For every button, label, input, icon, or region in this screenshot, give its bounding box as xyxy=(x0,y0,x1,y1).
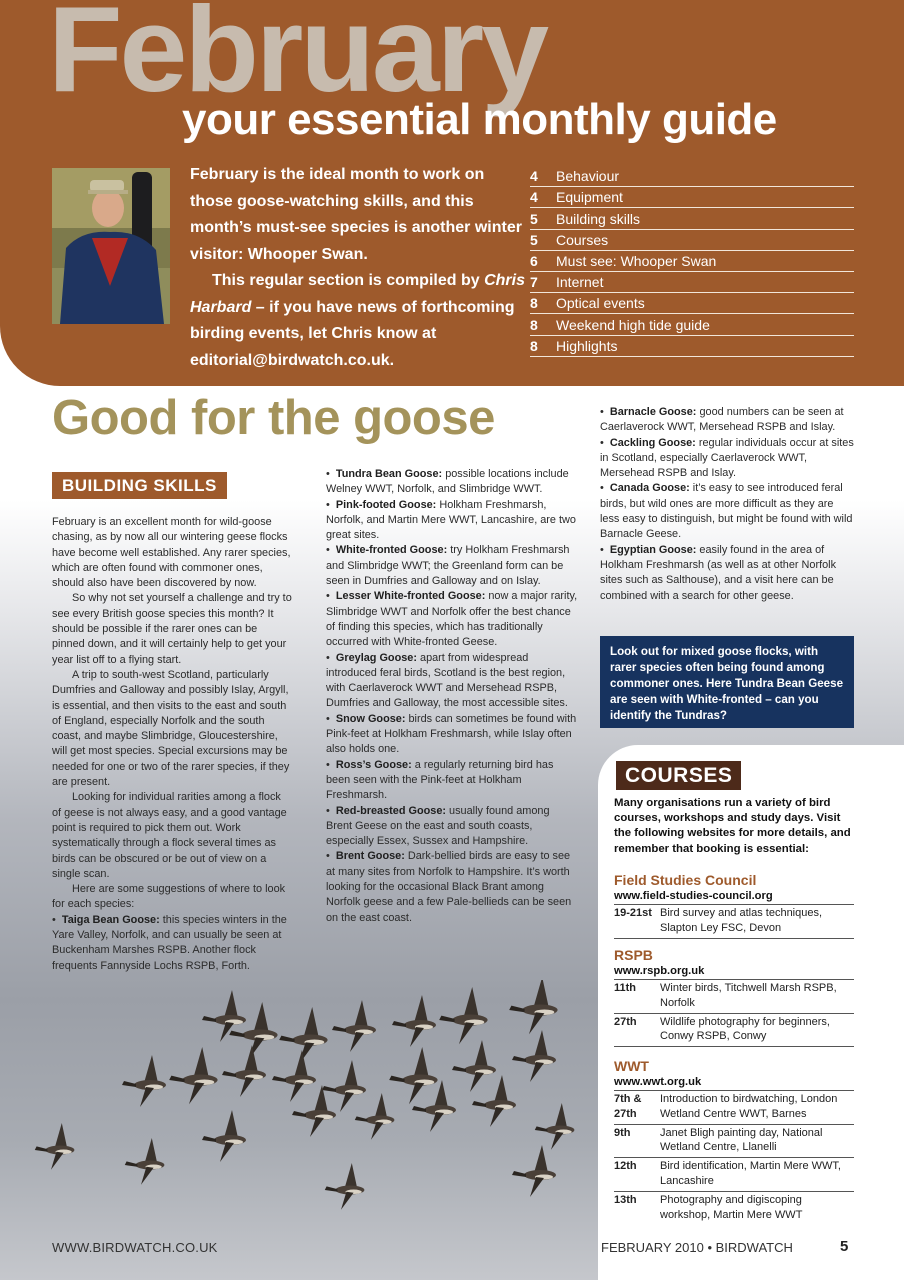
species-text: birds can sometimes be found with Pink-feet at Holkham Freshmarsh, while Islay often also holds one. xyxy=(326,712,577,756)
species-item: • Greylag Goose: apart from widespread introduced feral birds, Scotland is the best region, with Caerlaverock WWT and Mersehead RSPB, Dumfries and Galloway, the most accessible sites. xyxy=(326,651,568,710)
author-name: Chris Harbard xyxy=(190,272,525,316)
toc-item[interactable] xyxy=(530,336,854,357)
event-row xyxy=(614,905,854,939)
toc-label: Weekend high tide guide xyxy=(556,316,710,333)
species-name: Tundra Bean Goose: xyxy=(335,468,443,480)
section-label: BUILDING SKILLS xyxy=(52,472,227,499)
species-text: a regularly returning bird has been seen with the Pink-feet at Holkham Freshmarsh. xyxy=(326,758,554,802)
goose-silhouette xyxy=(392,995,436,1047)
goose-silhouette xyxy=(322,1060,366,1112)
species-item: • Red-breasted Goose: usually found among Brent Geese on the east and south coasts, especially Essex, Sussex and Hampshire. xyxy=(326,804,550,848)
goose-silhouette xyxy=(389,1047,437,1104)
species-text: now a major rarity, Slimbridge WWT and Norfolk offer the best chance of finding this species, which has traditionally occurred with White-fronted Geese. xyxy=(326,590,578,649)
species-name: Canada Goose: xyxy=(609,482,690,495)
goose-silhouette xyxy=(125,1138,165,1185)
goose-silhouette xyxy=(535,1103,575,1150)
table-of-contents xyxy=(530,166,854,357)
event-text: Bird identification, Martin Mere WWT, Lancashire xyxy=(660,1160,841,1187)
species-name: Ross’s Goose: xyxy=(335,758,412,771)
event-row xyxy=(614,1158,854,1192)
toc-label: Highlights xyxy=(556,337,618,354)
article-paragraph: A trip to south-west Scotland, particularly Dumfries and Galloway and possibly Islay, Argyll, is essential, and then visits to the east and south of England, especially Norfolk and the south coast, and maybe Slimbridge, Gloucestershire, will get most species. Special excursions may be needed for one or two of the rarer species, if they are present. xyxy=(52,668,290,789)
species-text: regular individuals occur at sites in Scotland, especially Caerlaverock WWT, Mersehead RSPB and Islay. xyxy=(600,436,854,480)
event-row xyxy=(614,1091,854,1125)
species-name: White-fronted Goose: xyxy=(335,544,448,557)
event-row xyxy=(614,1125,854,1159)
species-item: • Lesser White-fronted Goose: now a major rarity, Slimbridge WWT and Norfolk offer the best chance of finding this species, which has traditionally occurred with White-fronted Geese. xyxy=(326,590,578,649)
species-name: Brent Goose: xyxy=(335,850,405,863)
event-text: Photography and digiscoping workshop, Martin Mere WWT xyxy=(660,1193,803,1221)
org-name: Field Studies Council xyxy=(614,872,757,888)
event-text: Wildlife photography for beginners, Conwy RSPB, Conwy xyxy=(660,1015,830,1043)
toc-label: Internet xyxy=(556,274,604,291)
event-date: 9th xyxy=(614,1126,631,1139)
geese-flock-image xyxy=(0,980,600,1220)
guide-subtitle: your essential monthly guide xyxy=(182,95,777,144)
species-item: • Snow Goose: birds can sometimes be found with Pink-feet at Holkham Freshmarsh, while Islay often also holds one. xyxy=(326,712,577,756)
event-date: 7th & 27th xyxy=(614,1093,642,1120)
event-date: 13th xyxy=(614,1193,637,1206)
event-date: 11th xyxy=(614,982,637,994)
article-column-3 xyxy=(600,405,854,604)
footer-website[interactable]: WWW.BIRDWATCH.CO.UK xyxy=(52,1240,218,1255)
species-name: Pink-footed Goose: xyxy=(335,498,437,511)
footer-issue: FEBRUARY 2010 • BIRDWATCH xyxy=(601,1240,793,1255)
toc-label: Courses xyxy=(556,231,609,248)
event-date: 27th xyxy=(614,1015,637,1028)
intro-text-b: – if you have news of forthcoming birding events, let Chris know at editorial@birdwatch.co.uk. xyxy=(190,298,515,369)
article-paragraph: Here are some suggestions of where to look for each species: xyxy=(52,883,286,911)
species-text: Holkham Freshmarsh, Norfolk, and Martin Mere WWT, Lancashire, are two great sites. xyxy=(326,498,576,542)
courses-label: COURSES xyxy=(616,761,741,790)
toc-item[interactable] xyxy=(530,166,854,187)
article-column-2 xyxy=(326,467,578,926)
goose-silhouette xyxy=(292,1085,336,1137)
toc-item[interactable] xyxy=(530,230,854,251)
species-name: Taiga Bean Goose: xyxy=(61,913,160,926)
org-url[interactable]: www.wwt.org.uk xyxy=(614,1075,854,1091)
species-text: apart from widespread introduced feral birds, Scotland is the best region, with Caerlaverock WWT and Mersehead RSPB, Dumfries and Galloway, the most accessible sites. xyxy=(326,651,568,710)
toc-page-number: 8 xyxy=(530,295,538,312)
species-item: • Egyptian Goose: easily found in the area of Holkham Freshmarsh (as well as at other Norfolk sites such as Salthouse), and a visit here can be combined with a search for other geese. xyxy=(600,543,837,602)
species-item: • Pink-footed Goose: Holkham Freshmarsh, Norfolk, and Martin Mere WWT, Lancashire, are two great sites. xyxy=(326,498,576,542)
toc-item[interactable] xyxy=(530,208,854,229)
toc-label: Building skills xyxy=(556,210,641,227)
species-name: Egyptian Goose: xyxy=(609,543,697,556)
toc-page-number: 7 xyxy=(530,274,538,291)
species-item: • Barnacle Goose: good numbers can be seen at Caerlaverock WWT, Mersehead RSPB and Islay. xyxy=(600,406,844,434)
toc-page-number: 5 xyxy=(530,231,538,248)
species-text: usually found among Brent Geese on the east and south coasts, especially Essex, Sussex and Hampshire. xyxy=(326,804,550,848)
species-name: Barnacle Goose: xyxy=(609,406,697,418)
toc-page-number: 8 xyxy=(530,316,538,333)
species-item: • Ross’s Goose: a regularly returning bird has been seen with the Pink-feet at Holkham Freshmarsh. xyxy=(326,758,554,802)
toc-item[interactable] xyxy=(530,272,854,293)
article-paragraph: February is an excellent month for wild-goose chasing, as by now all our wintering geese flocks have become well established. Any rarer species, which are often found with commoner ones, should also have been discovered by now. xyxy=(52,516,291,590)
org-name: RSPB xyxy=(614,947,653,963)
species-item: • Taiga Bean Goose: this species winters in the Yare Valley, Norfolk, and can usually be seen at Buckenham Marshes RSPB. Another flock frequents Fannyside Lochs RSPB, Forth. xyxy=(52,913,287,972)
month-title: February xyxy=(48,0,547,117)
event-date: 19-21st xyxy=(614,907,652,919)
goose-silhouette xyxy=(325,1163,365,1210)
toc-page-number: 6 xyxy=(530,252,538,269)
event-text: Introduction to birdwatching, London Wetland Centre WWT, Barnes xyxy=(660,1093,838,1120)
author-photo xyxy=(52,168,170,324)
toc-item[interactable] xyxy=(530,251,854,272)
species-text: easily found in the area of Holkham Freshmarsh (as well as at other Norfolk sites such as Salthouse), and a visit here can be combined with a search for other geese. xyxy=(600,543,837,602)
species-item: • White-fronted Goose: try Holkham Freshmarsh and Slimbridge WWT; the Greenland form can be seen in Dumfries and Galloway and on Islay. xyxy=(326,544,570,588)
toc-page-number: 4 xyxy=(530,189,538,206)
article-paragraph: Looking for individual rarities among a flock of geese is not always easy, and a good vantage point is required to pick them out. Work systematically through a flock several times as birds can be obscured or be out of view on a single scan. xyxy=(52,791,287,880)
courses-intro: Many organisations run a variety of bird courses, workshops and study days. Visit the following websites for more details, and remember that booking is essential: xyxy=(614,797,851,855)
species-item: • Brent Goose: Dark-bellied birds are easy to see at many sites from Norfolk to Hampshire. It’s worth looking for the occasional Black Brant among Norfolk geese and a few Pale-bellieds can be seen on the east coast. xyxy=(326,850,572,924)
event-row xyxy=(614,980,854,1014)
species-name: Snow Goose: xyxy=(335,712,406,725)
species-text: it’s easy to see introduced feral birds, but wild ones are more difficult as they are less easy to distinguish, but might be found with wild Barnacle Geese. xyxy=(600,482,853,541)
toc-page-number: 5 xyxy=(530,210,538,227)
species-name: Greylag Goose: xyxy=(335,651,417,664)
toc-page-number: 8 xyxy=(530,337,538,354)
toc-label: Behaviour xyxy=(556,168,620,185)
species-name: Lesser White-fronted Goose: xyxy=(335,590,486,603)
goose-silhouette xyxy=(272,1050,316,1102)
goose-silhouette xyxy=(452,1040,496,1092)
org-rspb xyxy=(614,946,854,1047)
event-row xyxy=(614,1014,854,1048)
goose-silhouette xyxy=(439,987,487,1044)
species-name: Red-breasted Goose: xyxy=(335,804,447,817)
article-column-1 xyxy=(52,515,292,974)
intro-text-a: This regular section is compiled by xyxy=(212,272,485,289)
goose-silhouette xyxy=(332,1000,376,1052)
species-item: • Cackling Goose: regular individuals occur at sites in Scotland, especially Caerlaverock WWT, Mersehead RSPB and Islay. xyxy=(600,436,854,480)
org-url[interactable]: www.field-studies-council.org xyxy=(614,889,854,905)
toc-item[interactable] xyxy=(530,314,854,335)
goose-silhouette xyxy=(472,1075,516,1127)
species-item: • Canada Goose: it’s easy to see introduced feral birds, but wild ones are more difficult as they are less easy to distinguish, but might be found with wild Barnacle Geese. xyxy=(600,482,853,541)
event-text: Bird survey and atlas techniques, Slapton Ley FSC, Devon xyxy=(660,907,823,934)
species-text: good numbers can be seen at Caerlaverock WWT, Mersehead RSPB and Islay. xyxy=(600,406,844,434)
goose-silhouette xyxy=(512,1030,556,1082)
goose-silhouette xyxy=(229,1002,277,1059)
toc-label: Equipment xyxy=(556,189,623,206)
toc-item[interactable] xyxy=(530,187,854,208)
species-text: possible locations include Welney WWT, Norfolk, and Slimbridge WWT. xyxy=(326,468,569,496)
goose-silhouette xyxy=(512,1145,556,1197)
species-text: Dark-bellied birds are easy to see at many sites from Norfolk to Hampshire. It’s worth looking for the occasional Black Brant among Norfolk geese and a few Pale-bellieds can be seen on the east coast. xyxy=(326,850,572,924)
org-wwt xyxy=(614,1057,854,1224)
toc-label: Must see: Whooper Swan xyxy=(556,252,717,269)
species-name: Cackling Goose: xyxy=(609,436,696,449)
article-paragraph: So why not set yourself a challenge and try to see every British goose species this month? It should be possible if the rarer ones can be pinned down, and it will certainly help to get your year list off to a flying start. xyxy=(52,592,292,666)
species-item: • Tundra Bean Goose: possible locations include Welney WWT, Norfolk, and Slimbridge WWT. xyxy=(326,468,569,496)
event-row xyxy=(614,1192,854,1225)
event-text: Janet Bligh painting day, National Wetland Centre, Llanelli xyxy=(660,1126,823,1154)
goose-silhouette xyxy=(355,1093,395,1140)
org-field-studies-council xyxy=(614,871,854,939)
toc-page-number: 4 xyxy=(530,168,538,185)
goose-silhouette xyxy=(202,1110,246,1162)
goose-silhouette xyxy=(222,1045,266,1097)
event-text: Winter birds, Titchwell Marsh RSPB, Norfolk xyxy=(660,982,837,1009)
article-title: Good for the goose xyxy=(52,391,495,445)
goose-silhouette xyxy=(279,1007,327,1064)
event-date: 12th xyxy=(614,1160,637,1173)
species-text: this species winters in the Yare Valley, Norfolk, and can usually be seen at Buckenham Marshes RSPB. Another flock frequents Fannyside Lochs RSPB, Forth. xyxy=(52,913,287,972)
toc-item[interactable] xyxy=(530,293,854,314)
goose-silhouette xyxy=(509,980,557,1034)
org-url[interactable]: www.rspb.org.uk xyxy=(614,964,854,980)
intro-paragraph-1: February is the ideal month to work on those goose-watching skills, and this month’s must-see species is another winter visitor: Whooper Swan. xyxy=(190,166,522,263)
species-text: try Holkham Freshmarsh and Slimbridge WWT; the Greenland form can be seen in Dumfries and Galloway and on Islay. xyxy=(326,544,570,588)
org-name: WWT xyxy=(614,1058,649,1074)
intro-paragraph-2 xyxy=(190,268,530,374)
goose-silhouette xyxy=(35,1123,75,1170)
page-number: 5 xyxy=(840,1238,849,1255)
photo-caption-box: Look out for mixed goose flocks, with rarer species often being found among commoner ones. Here Tundra Bean Geese are seen with White-fronted – can you identify the Tundras? xyxy=(600,636,854,728)
toc-label: Optical events xyxy=(556,295,645,312)
goose-silhouette xyxy=(169,1047,217,1104)
intro-text xyxy=(190,162,530,374)
goose-silhouette xyxy=(122,1055,166,1107)
